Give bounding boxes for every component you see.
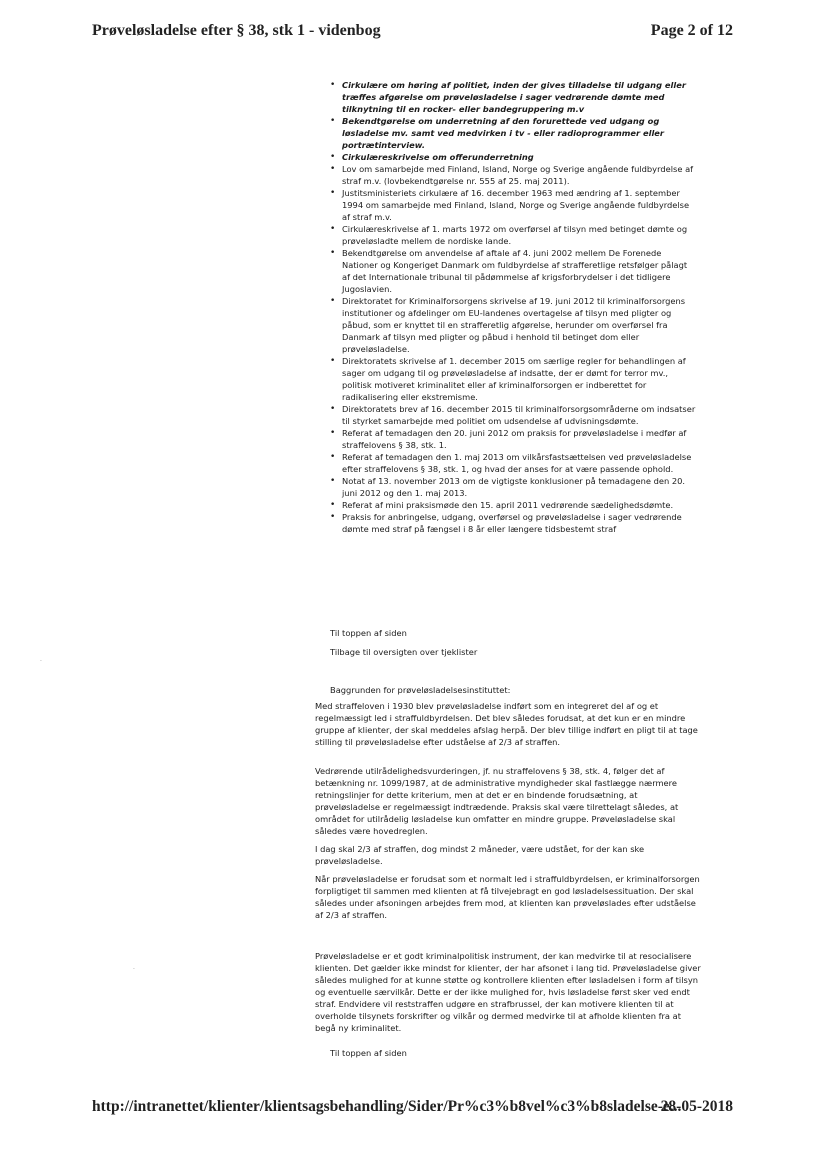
list-item-text: Bekendtgørelse om underretning af den forurettede ved udgang og løsladelse mv. samt ved medvirken i tv - eller radioprogrammer eller portrætinterview. bbox=[342, 116, 665, 150]
list-item-text: Cirkulæreskrivelse om offerunderretning bbox=[342, 152, 534, 162]
list-item-text: Bekendtgørelse om anvendelse af aftale af 4. juni 2002 mellem De Forenede Nationer og Kongeriget Danmark om fuldbyrdelse af strafferetlige retsfølger pålagt af det Internationale tribunal til pådømmelse af krigsforbrydelser i det tidligere Jugoslavien. bbox=[342, 248, 688, 294]
list-item bbox=[0, 115, 828, 151]
list-item-text: Lov om samarbejde med Finland, Island, Norge og Sverige angående fuldbyrdelse af straf m.v. (lovbekendtgørelse nr. 555 af 25. maj 2011). bbox=[342, 164, 694, 186]
bullet-icon: • bbox=[330, 296, 336, 306]
list-item-text: Direktoratets skrivelse af 1. december 2015 om særlige regler for behandlingen af sager om udgang til og prøveløsladelse af indsatte, der er dømt for terror mv., politisk motiveret kriminalitet eller af kriminalforsorgen er indberettet for radikalisering eller ekstremisme. bbox=[342, 356, 686, 402]
back-to-top-link[interactable]: Til toppen af siden bbox=[330, 628, 407, 638]
bullet-icon: • bbox=[330, 404, 336, 414]
paragraph-3: I dag skal 2/3 af straffen, dog mindst 2 måneder, være udstået, for der kan ske prøveløsladelse. bbox=[315, 844, 645, 866]
bullet-icon: • bbox=[330, 512, 336, 522]
bullet-icon: • bbox=[330, 248, 336, 258]
list-item-text: Justitsministeriets cirkulære af 16. december 1963 med ændring af 1. september 1994 om samarbejde med Finland, Island, Norge og Sverige angående fuldbyrdelse af straf m.v. bbox=[342, 188, 690, 222]
list-item bbox=[0, 451, 828, 475]
bullet-icon: • bbox=[330, 80, 336, 90]
bullet-icon: • bbox=[330, 452, 336, 462]
page-header-number: Page 2 of 12 bbox=[650, 22, 733, 39]
paragraph-4: Når prøveløsladelse er forudsat som et normalt led i straffuldbyrdelsen, er kriminalforsorgen forpligtiget til sammen med klienten at få tilvejebragt en god løsladelsessituation. Der skal således under afsoningen arbejdes frem mod, at klienten kan prøveløslades efter udståelse af 2/3 af straffen. bbox=[315, 874, 700, 920]
scan-speck: · bbox=[40, 658, 42, 665]
bullet-icon: • bbox=[330, 116, 336, 126]
footer-url: http://intranettet/klienter/klientsagsbehandling/Sider/Pr%c3%b8vel%c3%b8sladelse-e... bbox=[92, 1098, 682, 1115]
bullet-icon: • bbox=[330, 224, 336, 234]
list-item-text: Praksis for anbringelse, udgang, overførsel og prøveløsladelse i sager vedrørende dømte med straf på fængsel i 8 år eller længere tidsbestemt straf bbox=[342, 512, 682, 534]
list-item bbox=[0, 499, 828, 511]
back-to-top-link-2[interactable]: Til toppen af siden bbox=[330, 1048, 407, 1058]
list-item bbox=[0, 355, 828, 403]
list-item bbox=[0, 151, 828, 163]
reference-list bbox=[0, 79, 828, 535]
paragraph-5: Prøveløsladelse er et godt kriminalpolitisk instrument, der kan medvirke til at resocialisere klienten. Det gælder ikke mindst for klienter, der har afsonet i lang tid. Prøveløsladelse giver således mulighed for at kunne støtte og kontrollere klienten efter løsladelsen i form af tilsyn og eventuelle særvilkår. Dette er der ikke mulighed for, hvis løsladelse først sker ved endt straf. Endvidere vil reststraffen udgøre en strafbrussel, der kan motivere klienten til at overholde tilsynets forskrifter og vilkår og dermed medvirke til at afholde klienten fra at begå ny kriminalitet. bbox=[315, 951, 701, 1033]
list-item bbox=[0, 403, 828, 427]
list-item-text: Referat af temadagen den 1. maj 2013 om vilkårsfastsættelsen ved prøveløsladelse efter straffelovens § 38, stk. 1, og hvad der anses for at være passende ophold. bbox=[342, 452, 692, 474]
list-item bbox=[0, 79, 828, 115]
list-item-text: Direktoratets brev af 16. december 2015 til kriminalforsorgsområderne om indsatser til styrket samarbejde med politiet om udsendelse af udvisningsdømte. bbox=[342, 404, 696, 426]
list-item-text: Referat af mini praksismøde den 15. april 2011 vedrørende sædelighedsdømte. bbox=[342, 500, 674, 510]
paragraph-1: Med straffeloven i 1930 blev prøveløsladelse indført som en integreret del af og et regelmæssigt led i straffuldbyrdelsen. Det blev således forudsat, at det kun er en mindre gruppe af klienter, der skal meddeles afslag herpå. Der blev tillige indført en pligt til at tage stilling til prøveløsladelse efter udståelse af 2/3 af straffen. bbox=[315, 701, 698, 747]
list-item bbox=[0, 475, 828, 499]
list-item-text: Referat af temadagen den 20. juni 2012 om praksis for prøveløsladelse i medfør af straffelovens § 38, stk. 1. bbox=[342, 428, 687, 450]
list-item-text: Cirkulære om høring af politiet, inden der gives tilladelse til udgang eller træffes afgørelse om prøveløsladelse i sager vedrørende dømte med tilknytning til en rocker- eller bandegruppering m.v bbox=[342, 80, 686, 114]
list-item bbox=[0, 427, 828, 451]
footer-date: 28-05-2018 bbox=[660, 1098, 733, 1115]
paragraph-2: Vedrørende utilrådelighedsvurderingen, jf. nu straffelovens § 38, stk. 4, følger det af betænkning nr. 1099/1987, at de administrative myndigheder skal fastlægge nærmere retningslinjer for dette kriterium, men at det er en bindende forudsætning, at prøveløsladelse er regelmæssigt indtrædende. Praksis skal være tilrettelagt således, at området for utilrådelig løsladelse kun omfatter en mindre gruppe. Prøveløsladelse skal således være hovedreglen. bbox=[315, 766, 679, 836]
bullet-icon: • bbox=[330, 188, 336, 198]
bullet-icon: • bbox=[330, 152, 336, 162]
list-item bbox=[0, 247, 828, 295]
list-item bbox=[0, 511, 828, 535]
list-item bbox=[0, 187, 828, 223]
page-header-title: Prøveløsladelse efter § 38, stk 1 - videnbog bbox=[92, 22, 381, 39]
list-item-text: Cirkulæreskrivelse af 1. marts 1972 om overførsel af tilsyn med betinget dømte og prøveløsladte mellem de nordiske lande. bbox=[342, 224, 688, 246]
bullet-icon: • bbox=[330, 500, 336, 510]
list-item-text: Notat af 13. november 2013 om de vigtigste konklusioner på temadagene den 20. juni 2012 og den 1. maj 2013. bbox=[342, 476, 686, 498]
list-item bbox=[0, 163, 828, 187]
scan-speck: · bbox=[133, 966, 135, 973]
section-heading: Baggrunden for prøveløsladelsesinstituttet: bbox=[330, 685, 511, 695]
back-to-checklists-link[interactable]: Tilbage til oversigten over tjeklister bbox=[330, 647, 478, 657]
list-item bbox=[0, 295, 828, 355]
list-item-text: Direktoratet for Kriminalforsorgens skrivelse af 19. juni 2012 til kriminalforsorgens institutioner og afdelinger om EU-landenes overtagelse af tilsyn med pligter og påbud, som er knyttet til en strafferetlig afgørelse, herunder om overførsel fra Danmark af tilsyn med pligter og påbud i henhold til betinget dom eller prøveløsladelse. bbox=[342, 296, 686, 354]
bullet-icon: • bbox=[330, 476, 336, 486]
list-item bbox=[0, 223, 828, 247]
bullet-icon: • bbox=[330, 428, 336, 438]
bullet-icon: • bbox=[330, 356, 336, 366]
bullet-icon: • bbox=[330, 164, 336, 174]
